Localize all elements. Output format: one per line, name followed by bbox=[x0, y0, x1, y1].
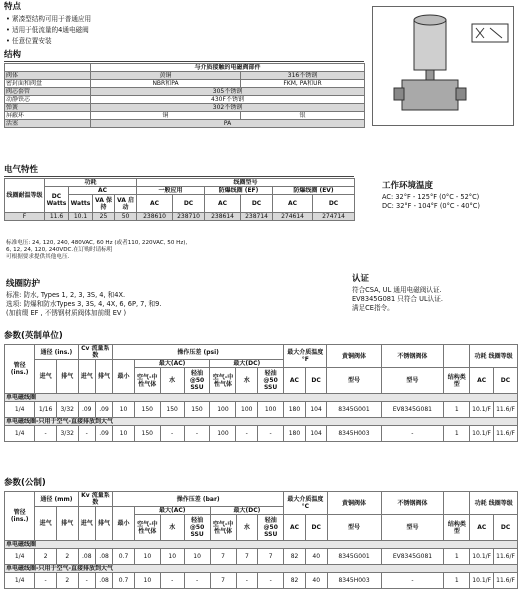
table-cell: 黄铜阀体 bbox=[327, 492, 381, 515]
table-cell: PA bbox=[91, 120, 365, 128]
table-cell bbox=[444, 492, 470, 515]
table-cell: .09 bbox=[95, 402, 112, 418]
table-cell: 1/4 bbox=[5, 573, 35, 589]
table-cell: 弹簧 bbox=[5, 104, 91, 112]
table-cell: 排气 bbox=[95, 507, 112, 541]
table-cell: 150 bbox=[184, 402, 210, 418]
table-cell: 2 bbox=[35, 549, 57, 565]
table-cell: 8345H003 bbox=[327, 426, 381, 442]
table-cell: 11.6/F bbox=[494, 426, 518, 442]
table-cell: AC bbox=[284, 368, 306, 394]
table-cell: 排气 bbox=[95, 360, 112, 394]
table-cell: 1/4 bbox=[5, 402, 35, 418]
table-cell: VA 启动 bbox=[115, 195, 137, 213]
table-cell: .08 bbox=[95, 549, 112, 565]
table-cell: 铜 bbox=[91, 112, 241, 120]
table-cell: 空气-中性气体 bbox=[210, 368, 236, 394]
table-cell: 180 bbox=[284, 426, 306, 442]
ambient-title: 工作环境温度 bbox=[382, 181, 434, 191]
approval-block: 认证 符合CSA, UL 通用电磁阀认证. EV8345G081 只符合 UL认证. 满足CE指令。 bbox=[352, 274, 443, 312]
table-cell: DC bbox=[173, 195, 205, 213]
table-cell: 7 bbox=[236, 549, 258, 565]
table-cell: 10.1/F bbox=[470, 426, 494, 442]
metric-spec-table bbox=[4, 491, 518, 589]
table-cell: 180 bbox=[284, 402, 306, 418]
table-cell: 进气 bbox=[78, 360, 95, 394]
voltage-notes: 标准电压: 24, 120, 240, 480VAC, 60 Hz (或者110, 220VAC, 50 Hz), 6, 12, 24, 120, 240VDC.在订购时请标明 可根据要求提供其他电压. bbox=[6, 240, 188, 260]
table-cell: EV8345G081 bbox=[381, 402, 444, 418]
table-cell: AC bbox=[284, 515, 306, 541]
table-cell: 274614 bbox=[273, 213, 313, 221]
table-cell: 0.7 bbox=[113, 549, 135, 565]
table-cell: 轻油@50 SSU bbox=[258, 515, 284, 541]
features-list bbox=[6, 14, 91, 47]
table-cell: 8345G001 bbox=[327, 402, 381, 418]
construction-title: 结构 bbox=[4, 50, 22, 60]
table-cell: 轻油@50 SSU bbox=[258, 368, 284, 394]
ambient-ac: AC: 32°F - 125°F (0°C - 52°C) bbox=[382, 193, 480, 201]
table-cell: EV8345G081 bbox=[381, 549, 444, 565]
table-cell: 功耗 线圈等级 bbox=[470, 492, 518, 515]
table-cell: 最大(AC) bbox=[134, 507, 210, 515]
table-cell: 操作压差 (psi) bbox=[113, 345, 284, 360]
table-cell: 10.1 bbox=[69, 213, 93, 221]
approval-title: 认证 bbox=[352, 274, 370, 284]
table-cell: - bbox=[35, 573, 57, 589]
table-cell: - bbox=[258, 426, 284, 442]
table-cell: AC bbox=[137, 195, 173, 213]
table-cell: 150 bbox=[160, 402, 184, 418]
table-cell: 线圈耐温等级 bbox=[5, 179, 45, 213]
construction-table bbox=[4, 63, 365, 128]
table-cell: 进气 bbox=[35, 360, 57, 394]
table-cell: 274714 bbox=[313, 213, 355, 221]
table-cell: 功耗 bbox=[45, 179, 137, 187]
table-cell: 轻油@50 SSU bbox=[184, 368, 210, 394]
table-cell: VA 保持 bbox=[93, 195, 115, 213]
table-cell: 10.1/F bbox=[470, 573, 494, 589]
table-cell bbox=[5, 64, 91, 72]
table-cell: 单电磁线圈-只用于空气-直接排放到大气 bbox=[5, 565, 518, 573]
metric-title: 参数(公制) bbox=[4, 478, 46, 488]
table-cell: 防爆线圈 (EV) bbox=[273, 187, 355, 195]
table-cell: 与介质接触的电磁阀部件 bbox=[91, 64, 365, 72]
table-cell: .09 bbox=[78, 402, 95, 418]
table-cell: DC bbox=[494, 515, 518, 541]
table-cell: Kv 流量系数 bbox=[78, 492, 113, 507]
table-cell: 2 bbox=[56, 573, 78, 589]
table-cell: AC bbox=[205, 195, 241, 213]
table-cell: - bbox=[78, 573, 95, 589]
table-cell: 单电磁线圈-只用于空气-直接排放到大气 bbox=[5, 418, 518, 426]
table-cell: AC bbox=[470, 515, 494, 541]
coil-protection-block: 线圈防护 标准: 防水, Types 1, 2, 3, 3S, 4, 和4X. 选项: 防爆和防水Types 3, 3S, 4, 4X, 6, 6P, 7, 和9. (加前缀 EF , 不锈钢材质阀体加前缀 EV ) bbox=[6, 279, 162, 317]
table-cell: 11.6/F bbox=[494, 573, 518, 589]
table-cell: - bbox=[236, 573, 258, 589]
table-cell: Cv 流量系数 bbox=[78, 345, 113, 360]
table-cell: 0.7 bbox=[113, 573, 135, 589]
table-cell: 10 bbox=[113, 402, 135, 418]
table-cell: 空气-中性气体 bbox=[210, 515, 236, 541]
table-cell: 238614 bbox=[205, 213, 241, 221]
table-cell: 轻油@50 SSU bbox=[184, 515, 210, 541]
table-cell: - bbox=[78, 426, 95, 442]
table-cell: - bbox=[236, 426, 258, 442]
table-cell: DC bbox=[313, 195, 355, 213]
table-cell: 316不锈钢 bbox=[241, 72, 365, 80]
table-cell: 302不锈钢 bbox=[91, 104, 365, 112]
table-cell: 100 bbox=[210, 402, 236, 418]
table-cell: 150 bbox=[134, 426, 160, 442]
feature-item: • 适用于低流量的4通电磁阀 bbox=[6, 26, 89, 34]
table-cell: - bbox=[258, 573, 284, 589]
table-cell: - bbox=[160, 426, 184, 442]
table-cell: 82 bbox=[284, 549, 306, 565]
table-cell: 10 bbox=[184, 549, 210, 565]
table-cell: 排气 bbox=[56, 507, 78, 541]
table-cell: 型号 bbox=[381, 515, 444, 541]
table-cell: 82 bbox=[284, 573, 306, 589]
table-cell: 3/32 bbox=[56, 426, 78, 442]
table-cell: 10 bbox=[134, 549, 160, 565]
table-cell: 一般应用 bbox=[137, 187, 205, 195]
table-cell: 空气-中性气体 bbox=[134, 368, 160, 394]
table-cell: 防爆线圈 (EF) bbox=[205, 187, 273, 195]
table-cell: AC bbox=[273, 195, 313, 213]
table-cell: AC bbox=[470, 368, 494, 394]
table-cell: 水 bbox=[236, 368, 258, 394]
table-cell: 最大介质温度 °F bbox=[284, 345, 327, 368]
table-cell: 水 bbox=[160, 515, 184, 541]
table-cell: 100 bbox=[236, 402, 258, 418]
table-cell: F bbox=[5, 213, 45, 221]
table-cell: 最小 bbox=[113, 360, 135, 394]
table-cell: NBR和PA bbox=[91, 80, 241, 88]
table-cell: 40 bbox=[305, 573, 327, 589]
table-cell: 活塞 bbox=[5, 120, 91, 128]
table-cell: 阀芯套管 bbox=[5, 88, 91, 96]
table-cell: 1 bbox=[444, 426, 470, 442]
table-cell: AC bbox=[69, 187, 137, 195]
table-cell: 空气-中性气体 bbox=[134, 515, 160, 541]
table-cell: 动静铁芯 bbox=[5, 96, 91, 104]
table-cell: 150 bbox=[134, 402, 160, 418]
table-cell: 25 bbox=[93, 213, 115, 221]
table-cell: 最大(DC) bbox=[210, 360, 284, 368]
table-cell: 10 bbox=[160, 549, 184, 565]
table-cell: - bbox=[184, 573, 210, 589]
table-cell: 操作压差 (bar) bbox=[113, 492, 284, 507]
table-cell: 水 bbox=[236, 515, 258, 541]
table-cell: 不锈钢阀体 bbox=[381, 345, 444, 368]
table-cell: 2 bbox=[56, 549, 78, 565]
feature-item: • 任意位置安装 bbox=[6, 37, 52, 45]
table-cell: 线圈型号 bbox=[137, 179, 355, 187]
table-cell: 50 bbox=[115, 213, 137, 221]
table-cell: DC Watts bbox=[45, 187, 69, 213]
table-cell bbox=[444, 345, 470, 368]
coil-protection-title: 线圈防护 bbox=[6, 279, 41, 289]
table-cell: 7 bbox=[210, 549, 236, 565]
english-title: 参数(英制单位) bbox=[4, 331, 63, 341]
table-cell: 1/4 bbox=[5, 426, 35, 442]
table-cell: 最小 bbox=[113, 507, 135, 541]
valve-product-image bbox=[372, 6, 514, 126]
electrical-table bbox=[4, 178, 355, 221]
table-cell: 通径 (mm) bbox=[35, 492, 78, 507]
table-cell: .08 bbox=[95, 573, 112, 589]
table-cell: DC bbox=[494, 368, 518, 394]
table-cell: 功耗 线圈等级 bbox=[470, 345, 518, 368]
table-cell: 进气 bbox=[35, 507, 57, 541]
table-cell: 最大(DC) bbox=[210, 507, 284, 515]
electrical-title: 电气特性 bbox=[4, 165, 39, 175]
table-cell: FKM, PA和UR bbox=[241, 80, 365, 88]
table-cell: 最大(AC) bbox=[134, 360, 210, 368]
table-cell: 10.1/F bbox=[470, 402, 494, 418]
table-cell: - bbox=[184, 426, 210, 442]
table-cell: 屏蔽环 bbox=[5, 112, 91, 120]
table-cell: 40 bbox=[305, 549, 327, 565]
table-cell: 1/4 bbox=[5, 549, 35, 565]
table-cell: 3/32 bbox=[56, 402, 78, 418]
table-cell: - bbox=[381, 426, 444, 442]
table-cell: 11.6/F bbox=[494, 549, 518, 565]
table-cell: 104 bbox=[305, 402, 327, 418]
table-cell: 型号 bbox=[327, 515, 381, 541]
feature-item: • 紧凑型结构可用于普通应用 bbox=[6, 15, 92, 23]
table-cell: DC bbox=[305, 515, 327, 541]
table-cell: 10 bbox=[113, 426, 135, 442]
table-cell: 10.1/F bbox=[470, 549, 494, 565]
table-cell: 黄铜阀体 bbox=[327, 345, 381, 368]
table-cell: .09 bbox=[95, 426, 112, 442]
table-cell: 238710 bbox=[173, 213, 205, 221]
table-cell: Watts bbox=[69, 195, 93, 213]
table-cell: 100 bbox=[210, 426, 236, 442]
table-cell: 7 bbox=[258, 549, 284, 565]
table-cell: 进气 bbox=[78, 507, 95, 541]
table-cell: 305不锈钢 bbox=[91, 88, 365, 96]
table-cell: - bbox=[160, 573, 184, 589]
table-cell: 100 bbox=[258, 402, 284, 418]
english-spec-table bbox=[4, 344, 518, 442]
table-cell: - bbox=[35, 426, 57, 442]
table-cell: 管径 (ins.) bbox=[5, 345, 35, 394]
table-cell: 1/16 bbox=[35, 402, 57, 418]
table-cell: 11.6 bbox=[45, 213, 69, 221]
table-cell: 104 bbox=[305, 426, 327, 442]
table-cell: 8345H003 bbox=[327, 573, 381, 589]
table-cell: 10 bbox=[134, 573, 160, 589]
table-cell: 型号 bbox=[327, 368, 381, 394]
table-cell: 1 bbox=[444, 549, 470, 565]
table-cell: 238714 bbox=[241, 213, 273, 221]
table-cell: 1 bbox=[444, 402, 470, 418]
table-cell: 单电磁线圈 bbox=[5, 394, 518, 402]
table-cell: 通径 (ins.) bbox=[35, 345, 78, 360]
ambient-block bbox=[382, 181, 480, 211]
table-cell: 结构类型 bbox=[444, 368, 470, 394]
table-cell: DC bbox=[241, 195, 273, 213]
table-cell: 银 bbox=[241, 112, 365, 120]
table-cell: 不锈钢阀体 bbox=[381, 492, 444, 515]
table-cell: 8345G001 bbox=[327, 549, 381, 565]
table-cell: 430F不锈钢 bbox=[91, 96, 365, 104]
table-cell: 结构类型 bbox=[444, 515, 470, 541]
table-cell: 密封面和阀盘 bbox=[5, 80, 91, 88]
table-cell: .08 bbox=[78, 549, 95, 565]
table-cell: 11.6/F bbox=[494, 402, 518, 418]
table-cell: 黄铜 bbox=[91, 72, 241, 80]
table-cell: - bbox=[381, 573, 444, 589]
ambient-dc: DC: 32°F - 104°F (0°C - 40°C) bbox=[382, 202, 480, 210]
table-cell: 1 bbox=[444, 573, 470, 589]
table-cell: 阀体 bbox=[5, 72, 91, 80]
table-cell: 水 bbox=[160, 368, 184, 394]
table-cell: 型号 bbox=[381, 368, 444, 394]
table-cell: 管径 (ins.) bbox=[5, 492, 35, 541]
table-cell: 排气 bbox=[56, 360, 78, 394]
table-cell: 最大介质温度 °C bbox=[284, 492, 327, 515]
table-cell: 238610 bbox=[137, 213, 173, 221]
table-cell: 单电磁线圈 bbox=[5, 541, 518, 549]
features-title: 特点 bbox=[4, 2, 22, 12]
table-cell: DC bbox=[305, 368, 327, 394]
table-cell: 7 bbox=[210, 573, 236, 589]
